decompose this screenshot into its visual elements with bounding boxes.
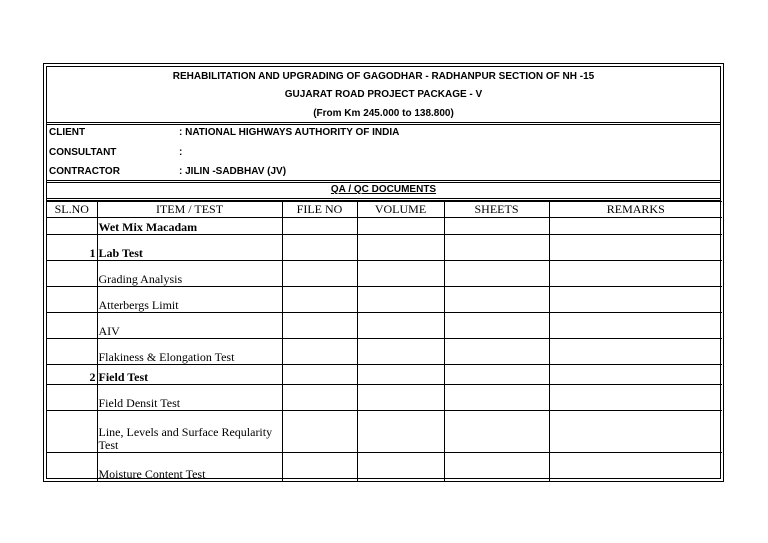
row-volume: [357, 218, 444, 235]
row-item: Field Test: [97, 365, 282, 385]
row-sheets: [444, 385, 549, 411]
col-header-slno: SL.NO: [47, 202, 97, 218]
header-divider: [47, 122, 720, 125]
row-sheets: [444, 411, 549, 453]
row-fileno: [282, 339, 357, 365]
col-header-volume: VOLUME: [357, 202, 444, 218]
row-sheets: [444, 218, 549, 235]
row-fileno: [282, 365, 357, 385]
contractor-label: CONTRACTOR: [49, 166, 120, 177]
row-slno: [47, 385, 97, 411]
row-fileno: [282, 287, 357, 313]
row-remarks: [549, 235, 722, 261]
table-header-row: [47, 202, 722, 218]
row-remarks: [549, 385, 722, 411]
row-volume: [357, 287, 444, 313]
row-fileno: [282, 313, 357, 339]
col-header-sheets: SHEETS: [444, 202, 549, 218]
table-row: [47, 261, 722, 287]
row-item: Field Densit Test: [97, 385, 282, 411]
row-sheets: [444, 261, 549, 287]
row-volume: [357, 365, 444, 385]
row-volume: [357, 411, 444, 453]
row-item: Lab Test: [97, 235, 282, 261]
section-title: QA / QC DOCUMENTS: [330, 184, 437, 195]
row-remarks: [549, 365, 722, 385]
row-slno: [47, 411, 97, 453]
project-title: REHABILITATION AND UPGRADING OF GAGODHAR - RADHANPUR SECTION OF NH -15: [172, 71, 595, 82]
row-remarks: [549, 339, 722, 365]
row-item: Grading Analysis: [97, 261, 282, 287]
document-frame: [46, 66, 721, 479]
row-remarks: [549, 261, 722, 287]
row-item: AIV: [97, 313, 282, 339]
col-header-remarks: REMARKS: [549, 202, 722, 218]
row-slno: 2: [47, 365, 97, 385]
row-volume: [357, 339, 444, 365]
documents-table: [47, 201, 722, 481]
consultant-value: :: [179, 147, 183, 158]
table-row: [47, 411, 722, 453]
row-item: Atterbergs Limit: [97, 287, 282, 313]
row-volume: [357, 235, 444, 261]
row-fileno: [282, 261, 357, 287]
contractor-value: : JILIN -SADBHAV (JV): [179, 166, 287, 177]
table-row: [47, 287, 722, 313]
col-header-fileno: FILE NO: [282, 202, 357, 218]
row-slno: [47, 339, 97, 365]
row-slno: [47, 218, 97, 235]
row-item: Wet Mix Macadam: [97, 218, 282, 235]
package-title: GUJARAT ROAD PROJECT PACKAGE - V: [284, 89, 483, 100]
row-volume: [357, 313, 444, 339]
row-fileno: [282, 385, 357, 411]
row-remarks: [549, 453, 722, 481]
document-sheet: [43, 63, 724, 482]
row-fileno: [282, 453, 357, 481]
table-row: [47, 453, 722, 481]
row-item: Line, Levels and Surface Reqularity Test: [97, 411, 282, 453]
consultant-label: CONSULTANT: [49, 147, 117, 158]
row-volume: [357, 385, 444, 411]
col-header-item: ITEM / TEST: [97, 202, 282, 218]
row-item: Flakiness & Elongation Test: [97, 339, 282, 365]
chainage-range: (From Km 245.000 to 138.800): [313, 108, 454, 119]
row-slno: [47, 261, 97, 287]
table-row: [47, 235, 722, 261]
table-row: [47, 385, 722, 411]
row-volume: [357, 261, 444, 287]
row-sheets: [444, 313, 549, 339]
row-fileno: [282, 235, 357, 261]
row-sheets: [444, 453, 549, 481]
row-sheets: [444, 365, 549, 385]
info-divider: [47, 180, 720, 183]
row-fileno: [282, 218, 357, 235]
row-remarks: [549, 218, 722, 235]
row-slno: 1: [47, 235, 97, 261]
table-row: [47, 218, 722, 235]
table-row: [47, 365, 722, 385]
row-fileno: [282, 411, 357, 453]
row-remarks: [549, 313, 722, 339]
row-slno: [47, 287, 97, 313]
client-label: CLIENT: [49, 127, 86, 138]
table-row: [47, 339, 722, 365]
row-remarks: [549, 287, 722, 313]
row-slno: [47, 313, 97, 339]
row-sheets: [444, 287, 549, 313]
row-volume: [357, 453, 444, 481]
row-remarks: [549, 411, 722, 453]
table-row: [47, 313, 722, 339]
row-item: Moisture Content Test: [97, 453, 282, 481]
row-sheets: [444, 235, 549, 261]
row-slno: [47, 453, 97, 481]
client-value: : NATIONAL HIGHWAYS AUTHORITY OF INDIA: [179, 127, 400, 138]
row-sheets: [444, 339, 549, 365]
